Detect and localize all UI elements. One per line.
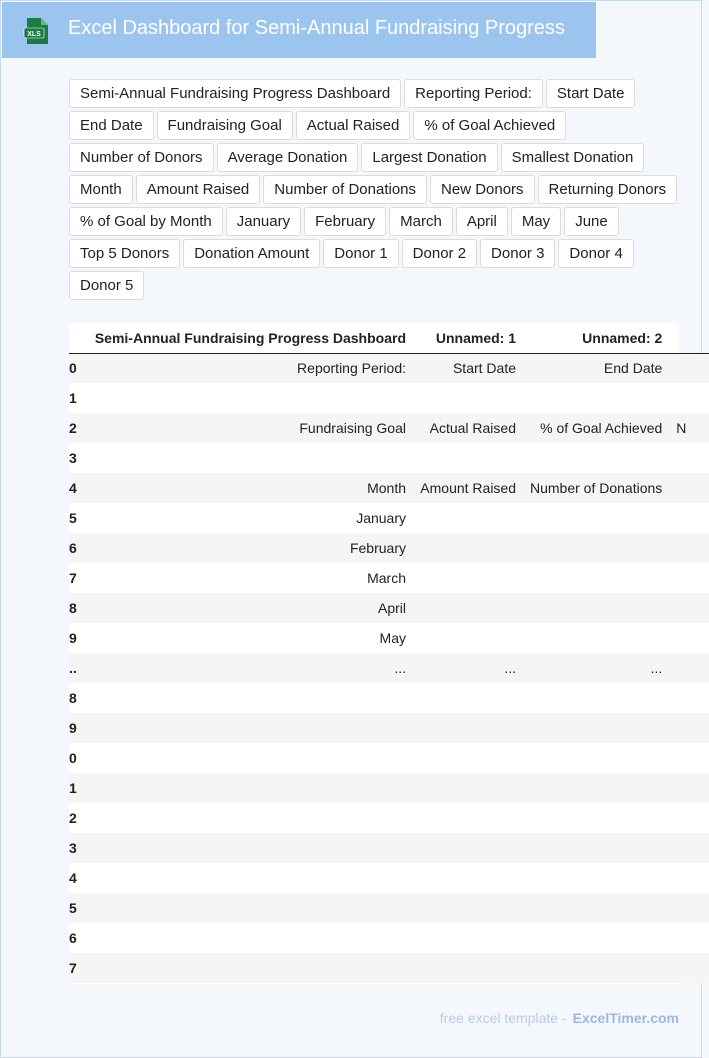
table-cell (77, 443, 413, 473)
column-chip[interactable]: May (511, 207, 561, 236)
table-cell (669, 623, 709, 653)
table-cell (413, 923, 523, 953)
table-cell (523, 563, 669, 593)
table-cell (413, 683, 523, 713)
column-chip-list (69, 79, 683, 300)
table-cell: Amount Raised (420, 480, 516, 496)
column-chip[interactable]: Donor 3 (480, 239, 555, 268)
row-index-cell: 3 (69, 450, 77, 466)
table-cell (523, 743, 669, 773)
column-chip[interactable]: June (564, 207, 619, 236)
footer-text: free excel template - (439, 1010, 567, 1026)
column-chip[interactable]: Donor 1 (323, 239, 398, 268)
table-cell (669, 473, 709, 503)
table-cell: April (377, 600, 406, 616)
table-cell: N (676, 420, 687, 436)
table-row (69, 563, 709, 593)
column-chip[interactable]: New Donors (430, 175, 535, 204)
table-cell (413, 503, 523, 533)
table-cell (523, 623, 669, 653)
table-cell (669, 713, 709, 743)
table-cell (523, 503, 669, 533)
table-row (69, 383, 709, 413)
column-header: Unnamed: 1 (435, 329, 516, 346)
table-cell (413, 953, 523, 983)
table-cell (77, 713, 413, 743)
table-cell (413, 803, 523, 833)
column-header: Unnamed: 2 (582, 329, 663, 346)
table-cell (669, 653, 709, 683)
table-cell (669, 803, 709, 833)
row-index-cell: 6 (69, 540, 77, 556)
data-table-viewport[interactable] (69, 323, 687, 984)
row-index-cell: 9 (69, 720, 77, 736)
table-row (69, 773, 709, 803)
column-chip[interactable]: January (226, 207, 301, 236)
table-cell (669, 863, 709, 893)
column-chip[interactable]: Reporting Period: (404, 79, 543, 108)
table-cell (523, 773, 669, 803)
table-cell (523, 923, 669, 953)
table-header-row (69, 323, 709, 353)
column-chip[interactable]: Number of Donors (69, 143, 214, 172)
table-cell (413, 383, 523, 413)
column-chip[interactable]: Month (69, 175, 133, 204)
table-cell (523, 833, 669, 863)
table-cell (669, 383, 709, 413)
row-index-cell: 7 (69, 570, 77, 586)
title-bar (2, 2, 596, 58)
row-index-cell: 0 (69, 360, 77, 377)
column-chip[interactable]: Smallest Donation (501, 143, 645, 172)
column-chip[interactable]: February (304, 207, 386, 236)
row-index-cell: 1 (69, 780, 77, 796)
table-row (69, 683, 709, 713)
table-cell: January (356, 510, 406, 526)
table-cell: Month (367, 480, 406, 496)
table-row (69, 923, 709, 953)
row-index-cell: 8 (69, 600, 77, 616)
row-index-cell: 5 (69, 900, 77, 916)
table-cell: ... (504, 660, 516, 676)
table-cell (669, 833, 709, 863)
table-cell (669, 743, 709, 773)
row-index-cell: 6 (69, 930, 77, 946)
table-cell: ... (650, 660, 663, 676)
table-row (69, 413, 709, 443)
table-row (69, 623, 709, 653)
table-cell: February (349, 540, 406, 556)
table-cell (523, 803, 669, 833)
table-body (69, 353, 709, 983)
column-chip[interactable]: Actual Raised (296, 111, 411, 140)
table-cell (77, 383, 413, 413)
table-cell (669, 773, 709, 803)
table-cell (523, 713, 669, 743)
table-cell: Actual Raised (429, 420, 516, 436)
table-cell: Reporting Period: (297, 360, 406, 377)
column-header: Semi-Annual Fundraising Progress Dashboard (94, 329, 406, 346)
row-index-cell: 3 (69, 840, 77, 856)
table-cell: ... (394, 660, 406, 676)
footer-brand-link[interactable]: ExcelTimer.com (572, 1010, 679, 1026)
data-table (69, 323, 709, 983)
table-cell (413, 593, 523, 623)
table-cell (523, 383, 669, 413)
column-chip[interactable]: Top 5 Donors (69, 239, 180, 268)
table-cell (77, 803, 413, 833)
table-row (69, 833, 709, 863)
table-row (69, 503, 709, 533)
table-cell: Start Date (452, 360, 516, 377)
column-chip[interactable]: Fundraising Goal (157, 111, 293, 140)
table-cell: % of Goal Achieved (540, 420, 663, 436)
table-row (69, 353, 709, 383)
row-index-cell: 5 (69, 510, 77, 526)
row-index-cell: 2 (69, 420, 77, 436)
table-cell (669, 353, 709, 383)
table-cell (413, 623, 523, 653)
table-cell: Number of Donations (530, 480, 663, 496)
table-row (69, 803, 709, 833)
table-cell (669, 533, 709, 563)
column-chip[interactable]: % of Goal Achieved (413, 111, 566, 140)
table-row (69, 743, 709, 773)
column-chip[interactable]: Donor 2 (402, 239, 477, 268)
table-row (69, 863, 709, 893)
row-index-cell: 0 (69, 750, 77, 766)
table-cell (523, 443, 669, 473)
table-cell (413, 443, 523, 473)
column-chip[interactable]: April (456, 207, 508, 236)
table-cell (523, 953, 669, 983)
table-cell (77, 743, 413, 773)
table-row (69, 713, 709, 743)
table-cell (77, 833, 413, 863)
table-cell (669, 443, 709, 473)
row-index-cell: 4 (69, 480, 77, 496)
table-cell (669, 563, 709, 593)
table-cell (77, 893, 413, 923)
table-cell (523, 893, 669, 923)
row-index-cell: 1 (69, 390, 77, 406)
table-row (69, 473, 709, 503)
column-header (669, 323, 709, 353)
column-chip[interactable]: Largest Donation (361, 143, 497, 172)
column-chip[interactable]: End Date (69, 111, 154, 140)
table-cell (669, 923, 709, 953)
table-cell: May (379, 630, 406, 646)
table-cell (413, 533, 523, 563)
table-cell (669, 593, 709, 623)
footer-credit (440, 1010, 679, 1026)
table-row (69, 953, 709, 983)
column-chip[interactable]: March (389, 207, 453, 236)
table-cell (523, 593, 669, 623)
table-cell: Fundraising Goal (299, 420, 406, 436)
column-chip[interactable]: Donor 5 (69, 271, 144, 300)
table-row (69, 533, 709, 563)
table-cell (413, 773, 523, 803)
column-chip[interactable]: Returning Donors (538, 175, 678, 204)
xls-icon-label: XLS (27, 31, 41, 38)
table-cell (523, 683, 669, 713)
row-index-cell: 9 (69, 630, 77, 646)
column-chip[interactable]: Average Donation (217, 143, 359, 172)
table-row (69, 653, 709, 683)
column-chip[interactable]: Semi-Annual Fundraising Progress Dashboard (69, 79, 401, 108)
column-chip[interactable]: Donation Amount (183, 239, 320, 268)
index-header (69, 323, 77, 353)
row-index-cell: 7 (69, 960, 77, 976)
xls-file-icon (22, 16, 52, 46)
column-chip[interactable]: Donor 4 (558, 239, 633, 268)
table-row (69, 593, 709, 623)
table-cell (669, 893, 709, 923)
table-cell (77, 773, 413, 803)
table-cell (413, 833, 523, 863)
column-chip[interactable]: Start Date (546, 79, 636, 108)
table-cell: End Date (603, 360, 663, 377)
table-cell (413, 563, 523, 593)
row-index-cell: 2 (69, 810, 77, 826)
row-index-cell: 4 (69, 870, 77, 886)
page-title: Excel Dashboard for Semi-Annual Fundraising Progress (68, 17, 565, 39)
table-cell (77, 923, 413, 953)
column-chip[interactable]: Number of Donations (263, 175, 427, 204)
table-cell (77, 863, 413, 893)
table-cell (413, 743, 523, 773)
table-cell (669, 953, 709, 983)
table-cell (669, 683, 709, 713)
column-chip[interactable]: % of Goal by Month (69, 207, 223, 236)
table-cell (523, 863, 669, 893)
table-cell (669, 503, 709, 533)
table-row (69, 443, 709, 473)
table-cell: March (367, 570, 406, 586)
row-index-cell: 8 (69, 690, 77, 706)
table-cell (413, 713, 523, 743)
table-cell (523, 533, 669, 563)
table-cell (413, 863, 523, 893)
column-chip[interactable]: Amount Raised (136, 175, 261, 204)
row-index-cell: .. (69, 660, 77, 676)
table-cell (77, 953, 413, 983)
table-cell (413, 893, 523, 923)
table-cell (77, 683, 413, 713)
table-row (69, 893, 709, 923)
